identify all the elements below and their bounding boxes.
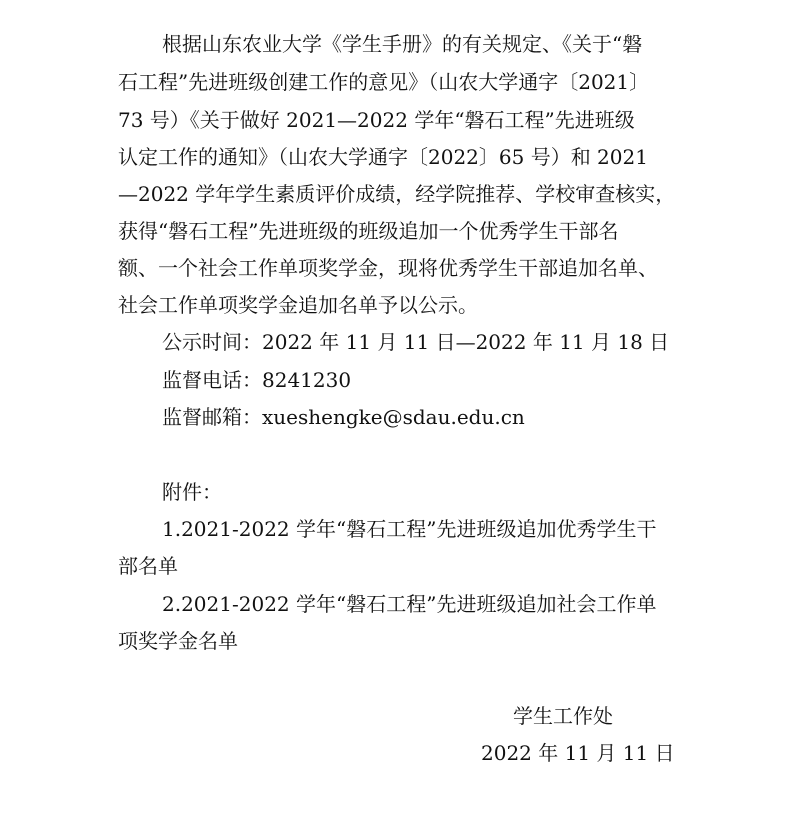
body-paragraph-line: 社会工作单项奖学金追加名单予以公示。 xyxy=(118,293,478,317)
issue-date: 2022 年 11 月 11 日 xyxy=(481,741,675,765)
issuer-signature: 学生工作处 xyxy=(513,704,613,728)
supervision-phone: 监督电话：8241230 xyxy=(162,368,352,392)
supervision-email: 监督邮箱：xueshengke@sdau.edu.cn xyxy=(162,405,525,429)
attachment-item-line: 1.2021-2022 学年“磐石工程”先进班级追加优秀学生干 xyxy=(162,517,657,541)
body-paragraph-line: 73 号）《关于做好 2021—2022 学年“磐石工程”先进班级 xyxy=(118,108,635,132)
body-paragraph-line: 石工程”先进班级创建工作的意见》（山农大学通字〔2021〕 xyxy=(118,70,650,94)
attachment-item-line: 部名单 xyxy=(118,554,178,578)
attachment-item-line: 项奖学金名单 xyxy=(118,629,238,653)
attachment-item-line: 2.2021-2022 学年“磐石工程”先进班级追加社会工作单 xyxy=(162,592,657,616)
body-paragraph-line: 获得“磐石工程”先进班级的班级追加一个优秀学生干部名 xyxy=(118,219,619,243)
body-paragraph-line: 根据山东农业大学《学生手册》的有关规定、《关于“磐 xyxy=(162,32,643,56)
notice-period: 公示时间：2022 年 11 月 11 日—2022 年 11 月 18 日 xyxy=(162,330,670,354)
body-paragraph-line: —2022 学年学生素质评价成绩，经学院推荐、学校审查核实， xyxy=(118,182,676,206)
body-paragraph-line: 额、一个社会工作单项奖学金，现将优秀学生干部追加名单、 xyxy=(118,256,658,280)
attachments-heading: 附件： xyxy=(162,480,222,504)
body-paragraph-line: 认定工作的通知》（山农大学通字〔2022〕65 号）和 2021 xyxy=(118,145,648,169)
